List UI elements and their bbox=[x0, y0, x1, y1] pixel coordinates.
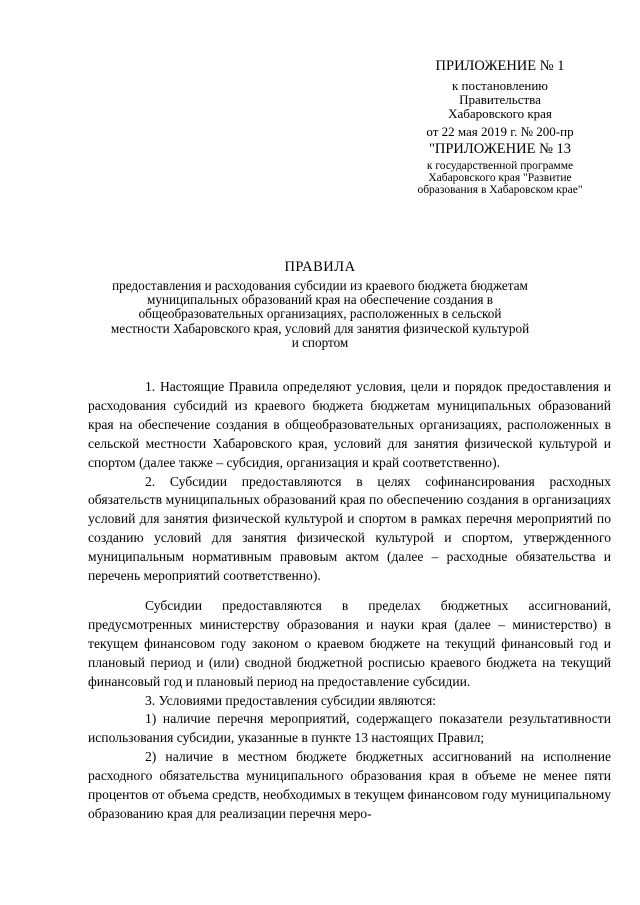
appendix-13-label: "ПРИЛОЖЕНИЕ № 13 bbox=[428, 141, 572, 157]
document-subtitle: предоставления и расходования субсидии из краевого бюджета бюджетам муниципальных образований края на обеспечение создания в общеобразовательных организациях, расположенных в сельской местности Хабаровского края, условий для занятия физической культурой и спортом bbox=[110, 278, 530, 350]
region-line: Хабаровского края bbox=[448, 106, 552, 121]
government-line: Правительства bbox=[459, 92, 541, 107]
paragraph-6: 2) наличие в местном бюджете бюджетных ассигнований на исполнение расходного обязательства муниципального образования края в объеме не менее пяти процентов от объема средств, необходимых в текущем финансовом году муниципальному образованию края для реализации перечня меро- bbox=[88, 749, 611, 821]
paragraph-4: 3. Условиями предоставления субсидии являются: bbox=[145, 692, 437, 708]
paragraph-1: 1. Настоящие Правила определяют условия, цели и порядок предоставления и расходования субсидий из краевого бюджета бюджетам муниципальных образований края на обеспечение создания в общеобразовательных организациях, расположенных в сельской местности Хабаровского края, условий для занятия физической культурой и спортом (далее также – субсидия, организация и край соответственно). bbox=[88, 379, 611, 470]
program-line-3: образования в Хабаровском крае" bbox=[417, 184, 583, 196]
document-title: ПРАВИЛА bbox=[284, 259, 356, 275]
program-line-2: Хабаровского края "Развитие bbox=[428, 172, 572, 184]
program-line-1: к государственной программе bbox=[426, 160, 574, 172]
paragraph-2: 2. Субсидии предоставляются в целях софинансирования расходных обязательств муниципальных образований края по обеспечению создания в организациях условий для занятия физической культурой и спортом в рамках перечня мероприятий по созданию условий для занятия физической культурой и спортом, утвержденного муниципальным нормативным правовым актом (далее – расходные обязательства и перечень мероприятий соответственно). bbox=[88, 473, 611, 584]
paragraph-5: 1) наличие перечня мероприятий, содержащего показатели результативности использования субсидии, указанные в пункте 13 настоящих Правил; bbox=[88, 711, 611, 746]
document-body bbox=[88, 378, 611, 824]
resolution-date-number: от 22 мая 2019 г. № 200-пр bbox=[426, 124, 574, 139]
appendix-1-label: ПРИЛОЖЕНИЕ № 1 bbox=[435, 58, 565, 74]
appendix-header bbox=[385, 58, 615, 196]
paragraph-3: Субсидии предоставляются в пределах бюджетных ассигнований, предусмотренных министерству образования и науки края (далее – министерство) в текущем финансовом году законом о краевом бюджете на текущий финансовый год и плановый период и (или) сводной бюджетной росписью краевого бюджета на текущий финансовый год и плановый период на предоставление субсидии. bbox=[88, 597, 611, 689]
resolution-line: к постановлению bbox=[451, 78, 549, 93]
